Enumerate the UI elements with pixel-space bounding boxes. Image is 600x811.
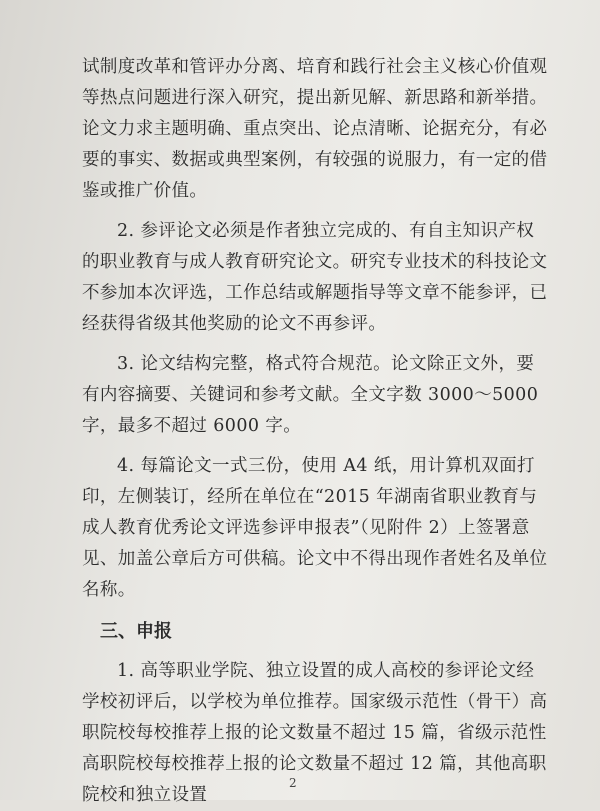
paragraph-item-4: 4. 每篇论文一式三份，使用 A4 纸，用计算机双面打印，左侧装订，经所在单位在“2015 年湖南省职业教育与成人教育优秀论文评选参评申报表”（见附件 2）上签署意见、加盖公章后方可供稿。论文中不得出现作者姓名及单位名称。 [82,456,548,600]
page-number: 2 [289,776,297,790]
paragraph-item-3: 3. 论文结构完整，格式符合规范。论文除正文外，要有内容摘要、关键词和参考文献。全文字数 3000～5000 字，最多不超过 6000 字。 [82,354,539,436]
paragraph-item-2: 2. 参评论文必须是作者独立完成的、有自主知识产权的职业教育与成人教育研究论文。研究专业技术的科技论文不参加本次评选，工作总结或解题指导等文章不能参评，已经获得省级其他奖励的论文不再参评。 [82,221,548,334]
paragraph-section-item-1: 1. 高等职业学院、独立设置的成人高校的参评论文经学校初评后，以学校为单位推荐。国家级示范性（骨干）高职院校每校推荐上报的论文数量不超过 15 篇，省级示范性高职院校每校推荐上报的论文数量不超过 12 篇，其他高职院校和独立设置 [82,661,548,805]
section-heading: 三、申报 [100,621,172,642]
document-body [82,52,552,811]
paragraph-continuation: 试制度改革和管评办分离、培育和践行社会主义核心价值观等热点问题进行深入研究，提出新见解、新思路和新举措。论文力求主题明确、重点突出、论点清晰、论据充分，有必要的事实、数据或典型案例，有较强的说服力，有一定的借鉴或推广价值。 [82,57,548,201]
